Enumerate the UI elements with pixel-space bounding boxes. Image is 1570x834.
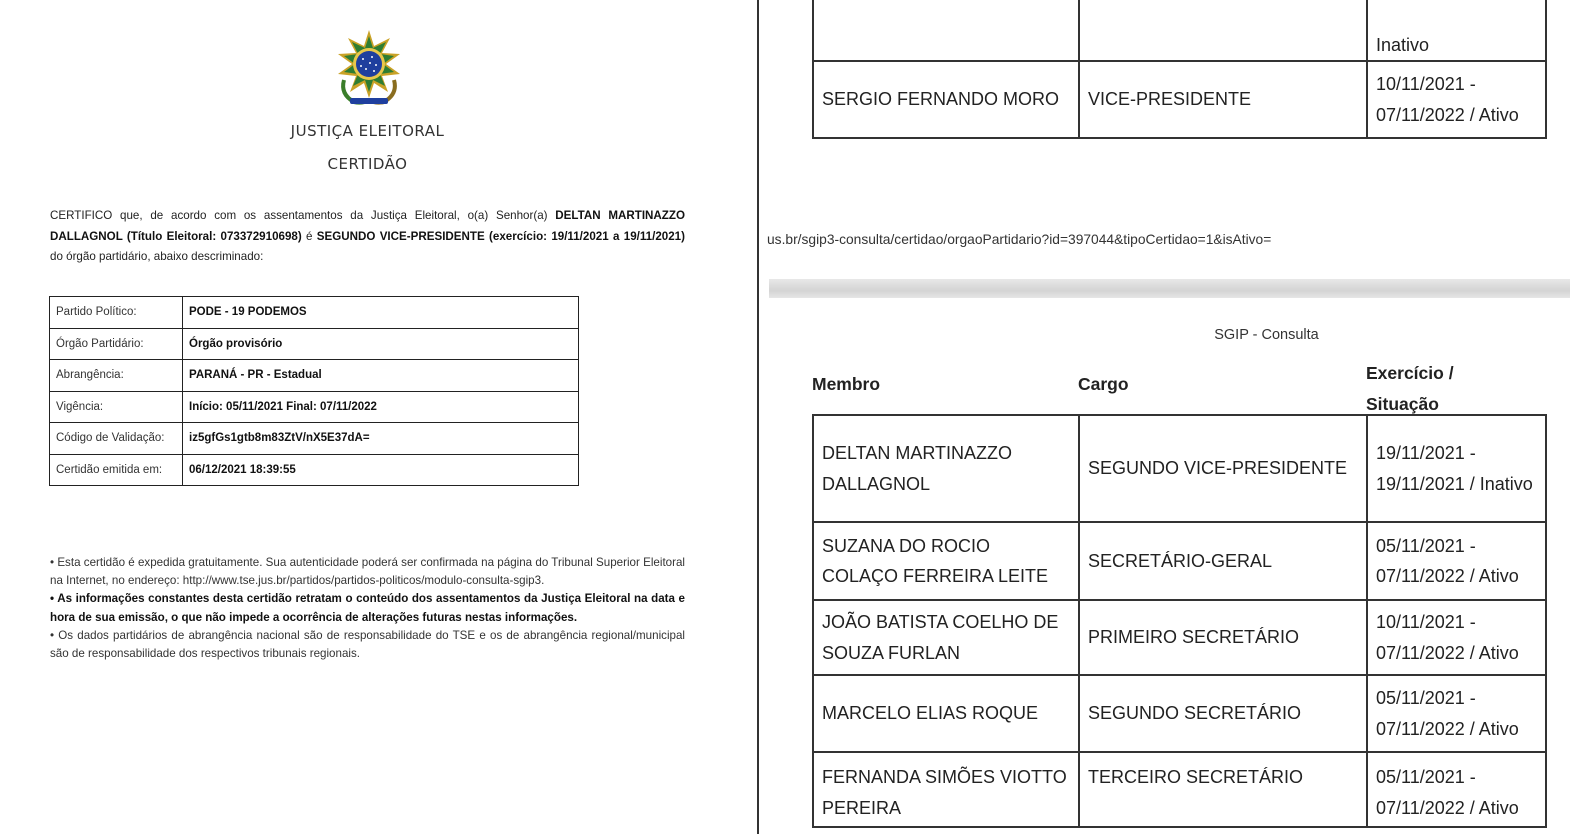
- page-url[interactable]: us.br/sgip3-consulta/certidao/orgaoPartidario?id=397044&tipoCertidao=1&isAtivo=: [767, 232, 1272, 247]
- cell-exercicio: 05/11/2021 - 07/11/2022 / Ativo: [1367, 675, 1546, 752]
- cell-membro: FERNANDA SIMÕES VIOTTO PEREIRA: [813, 752, 1079, 827]
- cell-cargo: SECRETÁRIO-GERAL: [1079, 522, 1367, 600]
- info-value: Início: 05/11/2021 Final: 07/11/2022: [183, 391, 579, 423]
- cell-exercicio: 19/11/2021 - 19/11/2021 / Inativo: [1367, 415, 1546, 522]
- cell-membro: JOÃO BATISTA COELHO DE SOUZA FURLAN: [813, 600, 1079, 675]
- members-table-continued: [812, 0, 1547, 139]
- info-label: Partido Político:: [50, 297, 183, 329]
- cert-role: SEGUNDO VICE-PRESIDENTE: [316, 229, 485, 243]
- table-row: [813, 415, 1546, 522]
- table-row: [813, 522, 1546, 600]
- table-row: [813, 675, 1546, 752]
- info-value: PODE - 19 PODEMOS: [183, 297, 579, 329]
- table-row: [813, 752, 1546, 827]
- header-exercicio-line2: Situação: [1366, 394, 1439, 414]
- info-value: Órgão provisório: [183, 328, 579, 360]
- info-label: Órgão Partidário:: [50, 328, 183, 360]
- table-row: [50, 297, 579, 329]
- certification-text: [50, 206, 685, 268]
- table-row: [50, 360, 579, 392]
- cert-text-is: é: [301, 229, 317, 243]
- header-exercicio: [1366, 358, 1454, 420]
- cell-exercicio: 10/11/2021 - 07/11/2022 / Ativo: [1367, 600, 1546, 675]
- sgip-consulta-page: [759, 0, 1570, 834]
- cell-cargo: [1079, 0, 1367, 61]
- cell-membro: [813, 0, 1079, 61]
- cell-cargo: SEGUNDO VICE-PRESIDENTE: [1079, 415, 1367, 522]
- cell-exercicio: 05/11/2021 - 07/11/2022 / Ativo: [1367, 752, 1546, 827]
- cert-term: (exercício: 19/11/2021 a 19/11/2021): [484, 229, 685, 243]
- notes-list: [50, 554, 685, 663]
- cell-membro: SUZANA DO ROCIO COLAÇO FERREIRA LEITE: [813, 522, 1079, 600]
- table-row: [50, 328, 579, 360]
- info-value: PARANÁ - PR - Estadual: [183, 360, 579, 392]
- document-title: CERTIDÃO: [327, 155, 408, 173]
- header-exercicio-line1: Exercício /: [1366, 363, 1454, 383]
- table-row: [50, 423, 579, 455]
- cert-text-outro: do órgão partidário, abaixo descriminado:: [50, 250, 264, 263]
- table-row: [813, 61, 1546, 138]
- page-title: SGIP - Consulta: [1214, 327, 1319, 343]
- header-membro: Membro: [812, 374, 881, 394]
- certificate-page: [0, 0, 757, 834]
- cert-person-name: DELTAN MARTINAZZO DALLAGNOL: [50, 209, 685, 243]
- page-break-separator: [769, 279, 1570, 298]
- cell-exercicio: Inativo: [1367, 0, 1546, 61]
- note-responsibility: • Os dados partidários de abrangência nacional são de responsabilidade do TSE e os de abrangência regional/municipal são de responsabilidade dos respectivos tribunais regionais.: [50, 628, 685, 661]
- cell-membro: DELTAN MARTINAZZO DALLAGNOL: [813, 415, 1079, 522]
- info-value: 06/12/2021 18:39:55: [183, 454, 579, 486]
- cell-membro: SERGIO FERNANDO MORO: [813, 61, 1079, 138]
- cell-cargo: VICE-PRESIDENTE: [1079, 61, 1367, 138]
- note-information: • As informações constantes desta certidão retratam o conteúdo dos assentamentos da Justiça Eleitoral na data e hora de sua emissão, o que não impede a ocorrência de alterações futuras nestas informações.: [50, 592, 685, 624]
- info-label: Certidão emitida em:: [50, 454, 183, 486]
- cell-exercicio: 05/11/2021 - 07/11/2022 / Ativo: [1367, 522, 1546, 600]
- info-label: Código de Validação:: [50, 423, 183, 455]
- table-row: [50, 454, 579, 486]
- cell-exercicio: 10/11/2021 - 07/11/2022 / Ativo: [1367, 61, 1546, 138]
- org-title: JUSTIÇA ELEITORAL: [290, 122, 445, 140]
- brazil-coat-of-arms-emblem: [330, 28, 408, 108]
- cell-membro: MARCELO ELIAS ROQUE: [813, 675, 1079, 752]
- party-info-table: [49, 296, 579, 486]
- cert-voter-id: (Título Eleitoral: 073372910698): [122, 229, 302, 243]
- members-table: [812, 414, 1547, 828]
- table-row: [50, 391, 579, 423]
- header-cargo: Cargo: [1078, 374, 1129, 394]
- info-value: iz5gfGs1gtb8m83ZtV/nX5E37dA=: [183, 423, 579, 455]
- info-label: Vigência:: [50, 391, 183, 423]
- table-row: [813, 600, 1546, 675]
- cert-text-intro: CERTIFICO que, de acordo com os assentamentos da Justiça Eleitoral, o(a) Senhor(a): [50, 209, 556, 222]
- cell-cargo: SEGUNDO SECRETÁRIO: [1079, 675, 1367, 752]
- cell-cargo: PRIMEIRO SECRETÁRIO: [1079, 600, 1367, 675]
- table-row: [813, 0, 1546, 61]
- info-label: Abrangência:: [50, 360, 183, 392]
- cell-cargo: TERCEIRO SECRETÁRIO: [1079, 752, 1367, 827]
- note-authenticity: • Esta certidão é expedida gratuitamente. Sua autenticidade poderá ser confirmada na página do Tribunal Superior Eleitoral na Internet, no endereço: http://www.tse.jus.br/partidos/partidos-politicos/modulo-consulta-sgip3.: [50, 556, 685, 588]
